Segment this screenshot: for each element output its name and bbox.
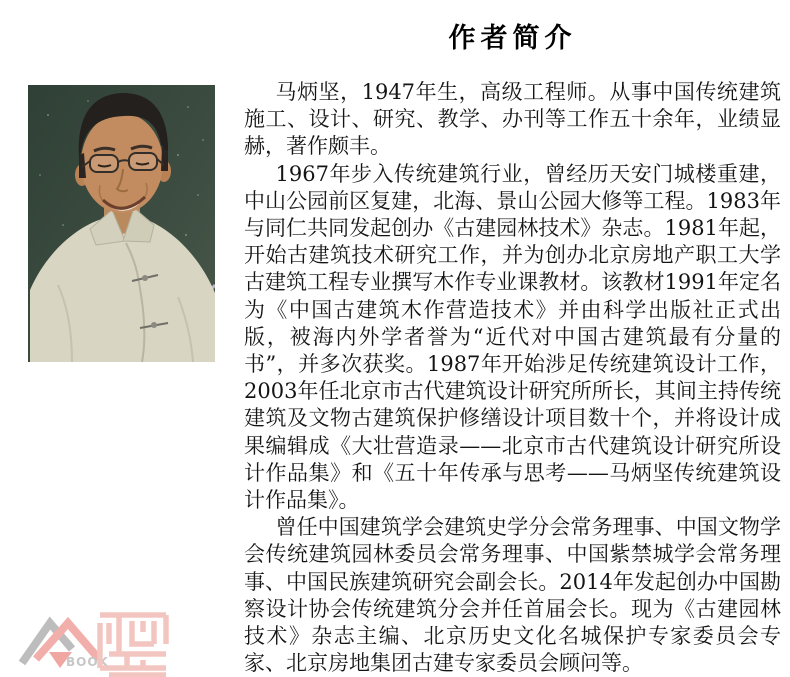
bio-paragraph-3: 曾任中国建筑学会建筑史学分会常务理事、中国文物学会传统建筑园林委员会常务理事、中国紫禁城学会常务理事、中国民族建筑研究会副会长。2014年发起创办中国勘察设计协会传统建筑分会并任首届会长。现为《古建园林技术》杂志主编、北京历史文化名城保护专家委员会专家、北京房地集团古建专家委员会顾问等。 <box>244 515 781 676</box>
maze-seal-icon <box>97 608 169 677</box>
bio-paragraph-1: 马炳坚，1947年生，高级工程师。从事中国传统建筑施工、设计、研究、教学、办刊等工作五十余年，业绩显赫，著作颇丰。 <box>244 80 781 159</box>
author-portrait-illustration <box>28 85 215 362</box>
book-watermark-text: BOOK <box>66 655 109 669</box>
bio-paragraph-2: 1967年步入传统建筑行业，曾经历天安门城楼重建，中山公园前区复建，北海、景山公园大修等工程。1983年与同仁共同发起创办《古建园林技术》杂志。1981年起，开始古建筑技术研究工作，并为创办北京房地产职工大学古建筑工程专业撰写木作专业课教材。该教材1991年定名为《中国古建筑木作营造技术》并由科学出版社正式出版，被海内外学者誉为“近代对中国古建筑最有分量的书”，并多次获奖。1987年开始涉足传统建筑设计工作，2003年任北京市古代建筑设计研究所所长，其间主持传统建筑及文物古建筑保护修缮设计项目数十个，并将设计成果编辑成《大壮营造录——北京市古代建筑设计研究所设计作品集》和《五十年传承与思考——马炳坚传统建筑设计作品集》。 <box>244 161 781 513</box>
maze-seal-watermark <box>97 608 169 677</box>
biography-text <box>244 79 781 677</box>
page-title: 作者简介 <box>448 23 577 54</box>
book-logo-watermark <box>16 611 109 671</box>
author-photo <box>28 85 215 362</box>
